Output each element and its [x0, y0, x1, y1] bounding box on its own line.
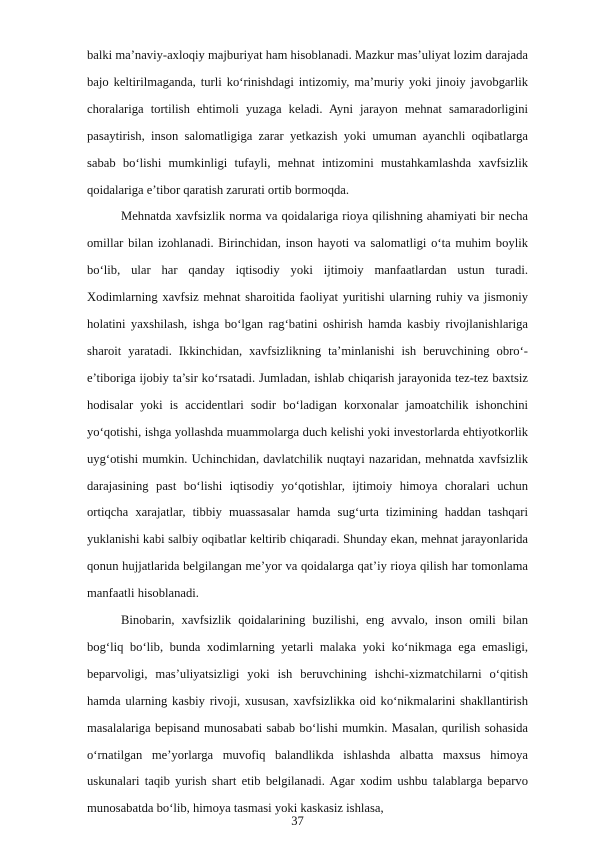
page-number: 37 [291, 814, 304, 828]
paragraph-1: balki ma’naviy-axloqiy majburiyat ham hisoblanadi. Mazkur mas’uliyat lozim darajada bajo keltirilmaganda, turli ko‘rinishdagi intizomiy, ma’muriy yoki jinoiy javobgarlik choralariga tortilish ehtimoli yuzaga keladi. Ayni jarayon mehnat samaradorligini pasaytirish, inson salomatligiga zarar yetkazish yoki umuman ayanchli oqibatlarga sabab bo‘lishi mumkinligi tufayli, mehnat intizomini mustahkamlashda xavfsizlik qoidalariga e’tibor qaratish zarurati ortib bormoqda. [87, 48, 528, 197]
paragraph-3: Binobarin, xavfsizlik qoidalarining buzilishi, eng avvalo, inson omili bilan bog‘liq bo‘lib, bunda xodimlarning yetarli malaka yoki ko‘nikmaga ega emasligi, beparvoligi, mas’uliyatsizligi yoki ish beruvchining ishchi-xizmatchilarni o‘qitish hamda ularning kasbiy rivoji, xususan, xavfsizlikka oid ko‘nikmalarini shakllantirish masalalariga bepisand munosabati sabab bo‘lishi mumkin. Masalan, qurilish sohasida o‘rnatilgan me’yorlarga muvofiq balandlikda ishlashda albatta maxsus himoya uskunalari taqib yurish shart etib belgilanadi. Agar xodim ushbu talablarga beparvo munosabatda bo‘lib, himoya tasmasi yoki kaskasiz ishlasa, [87, 613, 528, 816]
document-page [87, 42, 528, 822]
paragraph-2: Mehnatda xavfsizlik norma va qoidalariga rioya qilishning ahamiyati bir necha omillar bilan izohlanadi. Birinchidan, inson hayoti va salomatligi o‘ta muhim boylik bo‘lib, ular har qanday iqtisodiy yoki ijtimoiy manfaatlardan ustun turadi. Xodimlarning xavfsiz mehnat sharoitida faoliyat yuritishi ularning ruhiy va jismoniy holatini yaxshilash, ishga bo‘lgan rag‘batini oshirish hamda kasbiy rivojlanishlariga sharoit yaratadi. Ikkinchidan, xavfsizlikning ta’minlanishi ish beruvchining obro‘-e’tiboriga ijobiy ta’sir ko‘rsatadi. Jumladan, ishlab chiqarish jarayonida tez-tez baxtsiz hodisalar yoki is accidentlari sodir bo‘ladigan korxonalar jamoatchilik ishonchini yo‘qotishi, ishga yollashda muammolarga duch kelishi yoki investorlarda ehtiyotkorlik uyg‘otishi mumkin. Uchinchidan, davlatchilik nuqtayi nazaridan, mehnatda xavfsizlik darajasining past bo‘lishi iqtisodiy yo‘qotishlar, ijtimoiy himoya choralari uchun ortiqcha xarajatlar, tibbiy muassasalar hamda sug‘urta tizimining haddan tashqari yuklanishi kabi salbiy oqibatlar keltirib chiqaradi. Shunday ekan, mehnat jarayonlarida qonun hujjatlarida belgilangan me’yor va qoidalarga qat’iy rioya qilish har tomonlama manfaatli hisoblanadi. [87, 209, 528, 601]
